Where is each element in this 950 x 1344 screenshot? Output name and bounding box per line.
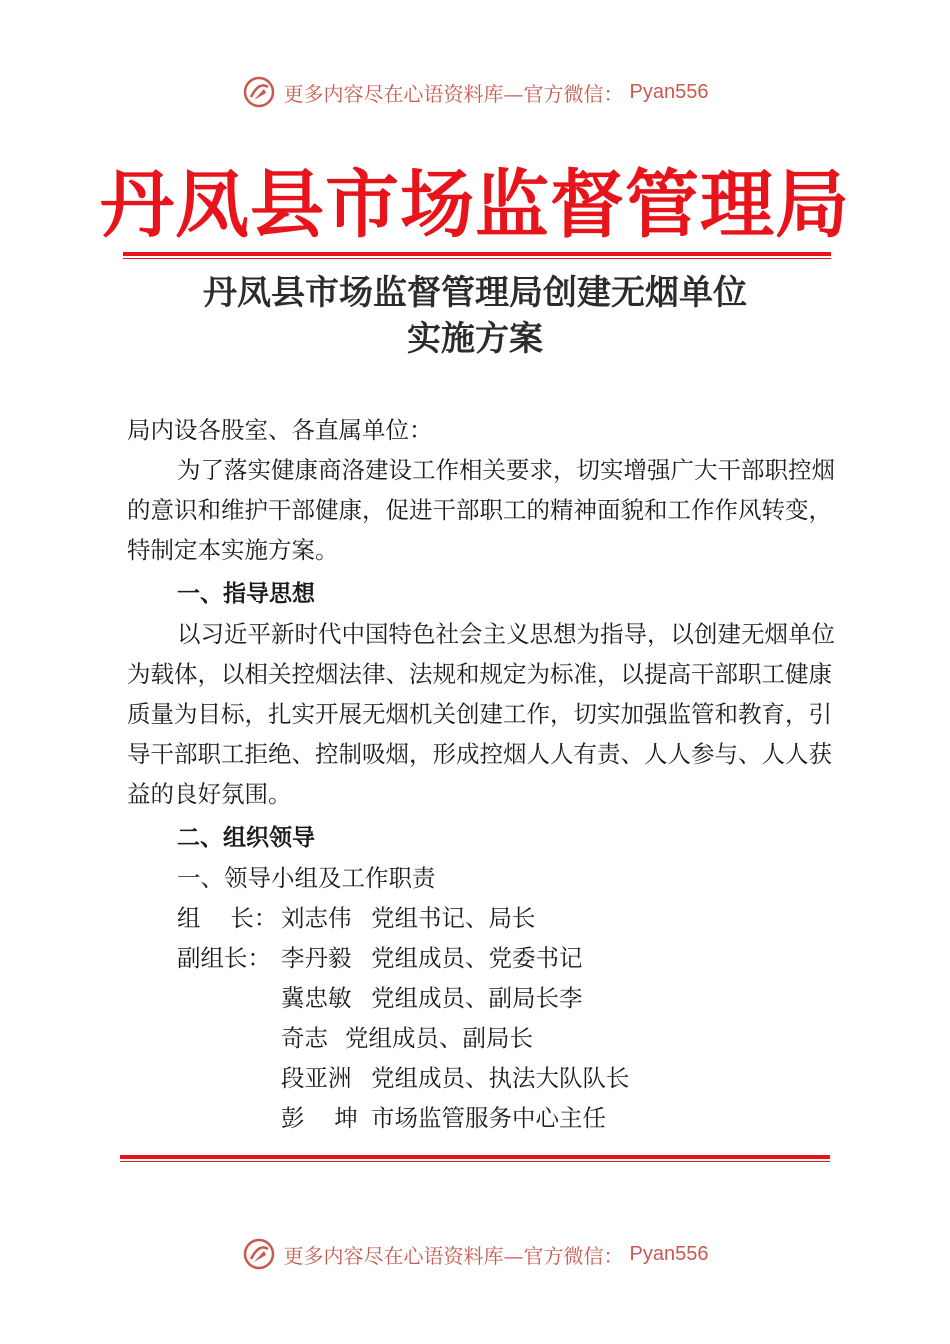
member-row xyxy=(127,898,842,938)
document-body xyxy=(127,410,842,1138)
member-row xyxy=(127,1018,842,1058)
member-name: 段亚洲 xyxy=(281,1064,352,1092)
member-title: 党组成员、执法大队队长 xyxy=(371,1064,630,1092)
member-name: 彭 坤 xyxy=(281,1104,358,1132)
document-title xyxy=(0,270,950,362)
member-title: 党组成员、党委书记 xyxy=(371,944,583,972)
watermark-bottom xyxy=(0,1232,950,1276)
salutation: 局内设各股室、各直属单位： xyxy=(127,416,433,444)
intro-paragraph: 为了落实健康商洛建设工作相关要求，切实增强广大干部职控烟的意识和维护干部健康，促进干部职工的精神面貌和工作作风转变，特制定本实施方案。 xyxy=(127,456,835,564)
member-role xyxy=(177,1058,281,1098)
watermark-text: 更多内容尽在心语资料库—官方微信： xyxy=(283,81,624,106)
resource-logo-icon xyxy=(242,75,276,109)
member-role xyxy=(177,1098,281,1138)
member-title: 党组书记、局长 xyxy=(371,904,536,932)
document-title-line2: 实施方案 xyxy=(407,319,543,359)
header-red-rule xyxy=(123,252,831,256)
member-row xyxy=(127,1058,842,1098)
member-row xyxy=(127,978,842,1018)
watermark-wechat-id: Pyan556 xyxy=(629,80,709,103)
member-row xyxy=(127,938,842,978)
watermark-top xyxy=(0,70,950,114)
footer-red-rule xyxy=(120,1155,830,1159)
member-title: 党组成员、副局长 xyxy=(345,1024,533,1052)
section1-heading: 一、指导思想 xyxy=(177,581,315,607)
member-name: 李丹毅 xyxy=(281,944,352,972)
member-name: 冀忠敏 xyxy=(281,984,352,1012)
member-role: 副组长： xyxy=(177,944,271,972)
member-row xyxy=(127,1098,842,1138)
member-name: 刘志伟 xyxy=(281,904,352,932)
document-title-line1: 丹凤县市场监督管理局创建无烟单位 xyxy=(203,273,747,313)
member-title: 市场监管服务中心主任 xyxy=(371,1104,606,1132)
member-title: 党组成员、副局长李 xyxy=(371,984,583,1012)
member-role xyxy=(177,1018,281,1058)
section1-paragraph: 以习近平新时代中国特色社会主义思想为指导，以创建无烟单位为载体，以相关控烟法律、法规和规定为标准，以提高干部职工健康质量为目标，扎实开展无烟机关创建工作，切实加强监管和教育，引导干部职工拒绝、控制吸烟，形成控烟人人有责、人人参与、人人获益的良好氛围。 xyxy=(127,620,835,808)
agency-title: 丹凤县市场监督管理局 xyxy=(100,162,850,248)
section2-subheading: 一、领导小组及工作职责 xyxy=(177,864,436,892)
member-role: 组 长： xyxy=(177,904,278,932)
watermark-text: 更多内容尽在心语资料库—官方微信： xyxy=(283,1243,624,1268)
member-name: 奇志 xyxy=(281,1024,328,1052)
resource-logo-icon xyxy=(242,1237,276,1271)
watermark-wechat-id: Pyan556 xyxy=(629,1242,709,1265)
member-role xyxy=(177,978,281,1018)
section2-heading: 二、组织领导 xyxy=(177,825,315,851)
